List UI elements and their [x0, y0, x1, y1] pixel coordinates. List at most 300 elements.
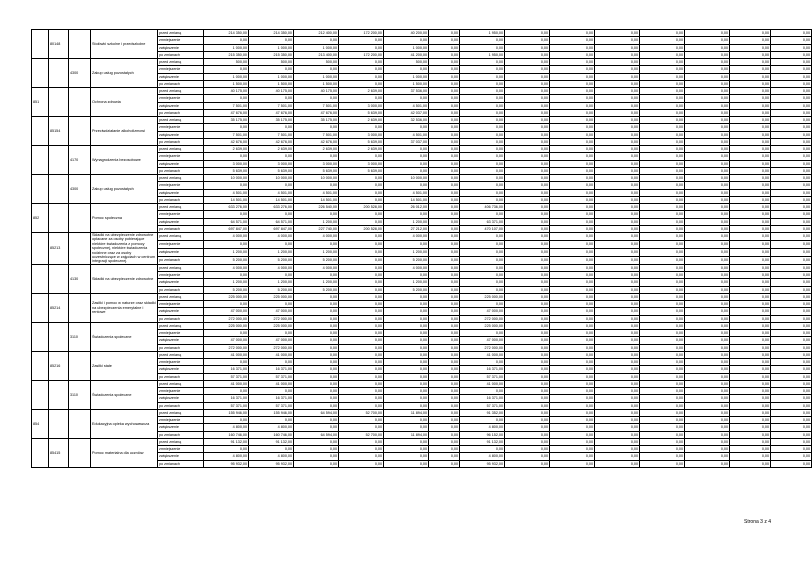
amount-cell: 41 000,00	[460, 351, 505, 358]
row-kind-cell: zmniejszenie	[158, 388, 204, 395]
amount-cell: 0,00	[384, 37, 429, 44]
row-kind-cell: zmniejszenie	[158, 37, 204, 44]
amount-cell: 0,00	[640, 51, 685, 58]
amount-cell: 0,00	[771, 218, 812, 225]
amount-cell: 0,00	[384, 66, 429, 73]
row-kind-cell: zmniejszenie	[158, 272, 204, 279]
amount-cell: 0,00	[550, 322, 595, 329]
amount-cell: 42 676,00	[294, 138, 339, 145]
amount-cell: 0,00	[294, 124, 339, 131]
amount-cell: 0,00	[640, 73, 685, 80]
amount-cell: 0,00	[505, 256, 550, 264]
amount-cell: 0,00	[249, 124, 294, 131]
amount-cell: 0,00	[640, 359, 685, 366]
row-kind-cell: po zmianach	[158, 402, 204, 409]
amount-cell: 0,00	[339, 315, 384, 322]
amount-cell: 0,00	[429, 446, 460, 453]
amount-cell: 0,00	[505, 301, 550, 308]
amount-cell: 0,00	[505, 117, 550, 124]
amount-cell: 0,00	[595, 264, 640, 271]
amount-cell: 0,00	[384, 438, 429, 445]
amount-cell: 0,00	[550, 240, 595, 248]
amount-cell: 0,00	[771, 153, 812, 160]
amount-cell: 0,00	[640, 272, 685, 279]
amount-cell: 4 501,00	[204, 189, 249, 196]
amount-cell: 57 371,00	[460, 373, 505, 380]
amount-cell: 0,00	[771, 453, 812, 460]
rozdzial-cell	[49, 409, 69, 438]
amount-cell: 52 700,00	[339, 431, 384, 438]
amount-cell: 0,00	[595, 211, 640, 218]
amount-cell: 0,00	[505, 167, 550, 174]
amount-cell: 0,00	[771, 175, 812, 182]
amount-cell: 0,00	[640, 88, 685, 95]
amount-cell: 0,00	[384, 402, 429, 409]
rozdzial-cell: 85213	[49, 233, 69, 265]
rozdzial-cell	[49, 146, 69, 175]
amount-cell: 0,00	[505, 395, 550, 402]
amount-cell: 0,00	[460, 189, 505, 196]
amount-cell: 0,00	[771, 272, 812, 279]
amount-cell: 0,00	[384, 395, 429, 402]
amount-cell: 0,00	[595, 146, 640, 153]
amount-cell: 0,00	[640, 44, 685, 51]
amount-cell: 0,00	[384, 153, 429, 160]
amount-cell: 0,00	[595, 286, 640, 293]
row-kind-cell: zwiększenie	[158, 44, 204, 51]
amount-cell: 0,00	[595, 460, 640, 467]
table-row	[32, 233, 812, 241]
budget-table-body	[32, 30, 812, 468]
amount-cell: 0,00	[429, 272, 460, 279]
amount-cell: 0,00	[429, 109, 460, 116]
amount-cell: 0,00	[595, 431, 640, 438]
amount-cell: 4 000,00	[384, 264, 429, 271]
amount-cell: 0,00	[771, 351, 812, 358]
amount-cell: 0,00	[640, 59, 685, 66]
amount-cell: 0,00	[685, 388, 730, 395]
table-row	[32, 204, 812, 211]
amount-cell: 0,00	[640, 167, 685, 174]
amount-cell: 0,00	[595, 240, 640, 248]
amount-cell: 0,00	[384, 373, 429, 380]
amount-cell: 0,00	[685, 373, 730, 380]
amount-cell: 0,00	[730, 460, 771, 467]
amount-cell: 0,00	[204, 240, 249, 248]
amount-cell: 57 371,00	[249, 402, 294, 409]
amount-cell: 0,00	[771, 315, 812, 322]
amount-cell: 272 000,00	[460, 315, 505, 322]
amount-cell: 0,00	[771, 189, 812, 196]
amount-cell: 0,00	[429, 388, 460, 395]
amount-cell: 37 037,00	[384, 138, 429, 145]
amount-cell: 0,00	[460, 248, 505, 256]
amount-cell: 0,00	[771, 131, 812, 138]
amount-cell: 172 200,00	[339, 51, 384, 58]
amount-cell: 5 639,00	[339, 167, 384, 174]
amount-cell: 0,00	[640, 388, 685, 395]
amount-cell: 0,00	[730, 315, 771, 322]
amount-cell: 0,00	[204, 211, 249, 218]
amount-cell: 0,00	[550, 446, 595, 453]
table-row	[32, 175, 812, 182]
amount-cell: 0,00	[640, 117, 685, 124]
amount-cell: 41 000,00	[204, 351, 249, 358]
amount-cell: 155 946,00	[249, 409, 294, 416]
amount-cell: 7 501,00	[294, 131, 339, 138]
amount-cell: 0,00	[505, 337, 550, 344]
amount-cell: 0,00	[771, 373, 812, 380]
amount-cell: 32 536,00	[384, 117, 429, 124]
row-kind-cell: przed zmianą	[158, 233, 204, 241]
amount-cell: 213 400,00	[294, 51, 339, 58]
amount-cell: 2 639,00	[339, 88, 384, 95]
amount-cell: 0,00	[460, 37, 505, 44]
amount-cell: 95 932,00	[249, 460, 294, 467]
amount-cell: 0,00	[460, 388, 505, 395]
amount-cell: 0,00	[771, 240, 812, 248]
amount-cell: 0,00	[339, 80, 384, 87]
row-kind-cell: zmniejszenie	[158, 95, 204, 102]
table-row	[32, 264, 812, 271]
amount-cell: 272 000,00	[249, 344, 294, 351]
amount-cell: 0,00	[685, 256, 730, 264]
amount-cell: 1 000,00	[249, 44, 294, 51]
amount-cell: 0,00	[505, 196, 550, 203]
amount-cell: 0,00	[384, 272, 429, 279]
amount-cell: 4 000,00	[249, 264, 294, 271]
amount-cell: 0,00	[429, 131, 460, 138]
amount-cell: 0,00	[249, 359, 294, 366]
amount-cell: 47 676,00	[204, 109, 249, 116]
amount-cell: 0,00	[640, 189, 685, 196]
amount-cell: 63 371,00	[460, 218, 505, 225]
item-name-cell: Zakup usług pozostałych	[91, 175, 158, 204]
amount-cell: 0,00	[384, 240, 429, 248]
amount-cell: 0,00	[595, 175, 640, 182]
amount-cell: 0,00	[505, 380, 550, 387]
amount-cell: 0,00	[730, 308, 771, 315]
amount-cell: 0,00	[771, 95, 812, 102]
amount-cell: 0,00	[595, 95, 640, 102]
amount-cell: 0,00	[595, 424, 640, 431]
amount-cell: 0,00	[640, 308, 685, 315]
amount-cell: 200 528,00	[339, 225, 384, 232]
row-kind-cell: zwiększenie	[158, 102, 204, 109]
amount-cell: 4 000,00	[204, 233, 249, 241]
amount-cell: 0,00	[730, 344, 771, 351]
amount-cell: 0,00	[505, 109, 550, 116]
amount-cell: 0,00	[640, 240, 685, 248]
amount-cell: 0,00	[550, 233, 595, 241]
amount-cell: 0,00	[460, 117, 505, 124]
amount-cell: 0,00	[595, 59, 640, 66]
amount-cell: 0,00	[685, 446, 730, 453]
row-kind-cell: przed zmianą	[158, 88, 204, 95]
amount-cell: 0,00	[429, 248, 460, 256]
amount-cell: 0,00	[294, 380, 339, 387]
row-kind-cell: przed zmianą	[158, 409, 204, 416]
amount-cell: 0,00	[771, 233, 812, 241]
amount-cell: 0,00	[595, 88, 640, 95]
amount-cell: 0,00	[730, 124, 771, 131]
amount-cell: 0,00	[730, 138, 771, 145]
amount-cell: 0,00	[771, 424, 812, 431]
amount-cell: 0,00	[460, 175, 505, 182]
amount-cell: 0,00	[730, 431, 771, 438]
amount-cell: 0,00	[429, 80, 460, 87]
amount-cell: 1 000,00	[204, 44, 249, 51]
amount-cell: 0,00	[294, 366, 339, 373]
amount-cell: 0,00	[550, 117, 595, 124]
amount-cell: 0,00	[595, 189, 640, 196]
row-kind-cell: zmniejszenie	[158, 153, 204, 160]
amount-cell: 0,00	[460, 301, 505, 308]
amount-cell: 272 000,00	[204, 344, 249, 351]
amount-cell: 0,00	[460, 196, 505, 203]
amount-cell: 0,00	[505, 279, 550, 286]
amount-cell: 0,00	[685, 109, 730, 116]
amount-cell: 0,00	[505, 211, 550, 218]
amount-cell: 0,00	[730, 402, 771, 409]
row-kind-cell: zwiększenie	[158, 160, 204, 167]
row-kind-cell: po zmianach	[158, 80, 204, 87]
amount-cell: 0,00	[730, 453, 771, 460]
item-name-cell: Zakup usług pozostałych	[91, 59, 158, 88]
amount-cell: 0,00	[730, 153, 771, 160]
amount-cell: 14 501,00	[384, 196, 429, 203]
amount-cell: 0,00	[595, 233, 640, 241]
amount-cell: 212 400,00	[294, 30, 339, 37]
paragraf-cell	[69, 204, 91, 233]
item-name-cell: Wynagrodzenia bezosobowe	[91, 146, 158, 175]
amount-cell: 0,00	[685, 138, 730, 145]
amount-cell: 0,00	[685, 460, 730, 467]
amount-cell: 0,00	[505, 95, 550, 102]
amount-cell: 0,00	[595, 402, 640, 409]
amount-cell: 0,00	[339, 460, 384, 467]
amount-cell: 0,00	[505, 308, 550, 315]
amount-cell: 0,00	[595, 446, 640, 453]
amount-cell: 0,00	[384, 167, 429, 174]
amount-cell: 0,00	[550, 124, 595, 131]
item-name-cell: Świadczenia społeczne	[91, 322, 158, 351]
amount-cell: 0,00	[771, 380, 812, 387]
amount-cell: 0,00	[771, 366, 812, 373]
amount-cell: 0,00	[505, 146, 550, 153]
paragraf-cell	[69, 409, 91, 438]
amount-cell: 0,00	[771, 308, 812, 315]
amount-cell: 0,00	[640, 301, 685, 308]
amount-cell: 0,00	[771, 256, 812, 264]
rozdzial-cell: 85415	[49, 438, 69, 467]
table-row	[32, 380, 812, 387]
amount-cell: 0,00	[505, 272, 550, 279]
amount-cell: 0,00	[595, 388, 640, 395]
amount-cell: 0,00	[460, 73, 505, 80]
amount-cell: 0,00	[505, 286, 550, 293]
amount-cell: 0,00	[505, 88, 550, 95]
amount-cell: 0,00	[429, 322, 460, 329]
amount-cell: 0,00	[730, 88, 771, 95]
amount-cell: 0,00	[460, 359, 505, 366]
amount-cell: 0,00	[339, 182, 384, 189]
paragraf-cell: 4300	[69, 175, 91, 204]
amount-cell: 0,00	[595, 330, 640, 337]
amount-cell: 64 594,00	[294, 409, 339, 416]
amount-cell: 0,00	[595, 248, 640, 256]
amount-cell: 0,00	[771, 146, 812, 153]
amount-cell: 0,00	[640, 293, 685, 300]
amount-cell: 0,00	[640, 409, 685, 416]
amount-cell: 0,00	[595, 124, 640, 131]
amount-cell: 0,00	[595, 167, 640, 174]
rozdzial-cell: 85216	[49, 351, 69, 380]
amount-cell: 0,00	[429, 182, 460, 189]
row-kind-cell: przed zmianą	[158, 322, 204, 329]
amount-cell: 0,00	[339, 366, 384, 373]
amount-cell: 0,00	[429, 225, 460, 232]
amount-cell: 0,00	[730, 44, 771, 51]
amount-cell: 0,00	[771, 286, 812, 293]
amount-cell: 215 350,00	[249, 51, 294, 58]
amount-cell: 0,00	[384, 344, 429, 351]
amount-cell: 0,00	[550, 380, 595, 387]
amount-cell: 1 950,00	[460, 30, 505, 37]
amount-cell: 41 200,00	[384, 51, 429, 58]
amount-cell: 0,00	[429, 189, 460, 196]
amount-cell: 0,00	[429, 453, 460, 460]
amount-cell: 0,00	[460, 131, 505, 138]
amount-cell: 0,00	[550, 431, 595, 438]
amount-cell: 500,00	[204, 59, 249, 66]
amount-cell: 0,00	[640, 211, 685, 218]
amount-cell: 215 350,00	[204, 51, 249, 58]
item-name-cell: Świadczenia społeczne	[91, 380, 158, 409]
dzial-cell	[32, 293, 49, 322]
amount-cell: 0,00	[595, 409, 640, 416]
amount-cell: 0,00	[460, 95, 505, 102]
amount-cell: 0,00	[429, 359, 460, 366]
amount-cell: 0,00	[294, 301, 339, 308]
amount-cell: 0,00	[685, 124, 730, 131]
amount-cell: 47 000,00	[460, 308, 505, 315]
amount-cell: 0,00	[294, 359, 339, 366]
amount-cell: 0,00	[640, 225, 685, 232]
amount-cell: 0,00	[640, 351, 685, 358]
amount-cell: 0,00	[460, 167, 505, 174]
amount-cell: 0,00	[595, 117, 640, 124]
amount-cell: 214 350,00	[249, 30, 294, 37]
amount-cell: 0,00	[730, 351, 771, 358]
amount-cell: 0,00	[505, 204, 550, 211]
amount-cell: 11 894,00	[384, 409, 429, 416]
amount-cell: 16 371,00	[249, 395, 294, 402]
amount-cell: 0,00	[505, 131, 550, 138]
amount-cell: 0,00	[730, 30, 771, 37]
row-kind-cell: przed zmianą	[158, 351, 204, 358]
amount-cell: 0,00	[550, 395, 595, 402]
amount-cell: 0,00	[505, 182, 550, 189]
amount-cell: 0,00	[550, 44, 595, 51]
amount-cell: 41 000,00	[204, 380, 249, 387]
amount-cell: 0,00	[730, 301, 771, 308]
amount-cell: 0,00	[429, 175, 460, 182]
amount-cell: 0,00	[730, 218, 771, 225]
amount-cell: 3 000,00	[339, 131, 384, 138]
amount-cell: 0,00	[640, 233, 685, 241]
amount-cell: 0,00	[685, 286, 730, 293]
amount-cell: 0,00	[429, 301, 460, 308]
amount-cell: 0,00	[384, 315, 429, 322]
amount-cell: 0,00	[595, 131, 640, 138]
amount-cell: 47 000,00	[249, 308, 294, 315]
amount-cell: 0,00	[685, 438, 730, 445]
amount-cell: 37 536,00	[384, 88, 429, 95]
budget-table	[31, 29, 812, 468]
amount-cell: 0,00	[505, 264, 550, 271]
amount-cell: 0,00	[505, 330, 550, 337]
amount-cell: 0,00	[384, 293, 429, 300]
amount-cell: 406 736,00	[460, 204, 505, 211]
amount-cell: 0,00	[771, 438, 812, 445]
dzial-cell: 851	[32, 88, 49, 117]
amount-cell: 0,00	[460, 109, 505, 116]
amount-cell: 0,00	[249, 330, 294, 337]
item-name-cell: Pomoc materialna dla uczniów	[91, 438, 158, 467]
amount-cell: 0,00	[595, 366, 640, 373]
amount-cell: 1 200,00	[384, 248, 429, 256]
amount-cell: 0,00	[505, 30, 550, 37]
amount-cell: 0,00	[429, 240, 460, 248]
paragraf-cell	[69, 351, 91, 380]
amount-cell: 0,00	[460, 279, 505, 286]
table-row	[32, 351, 812, 358]
amount-cell: 0,00	[730, 388, 771, 395]
amount-cell: 0,00	[339, 264, 384, 271]
amount-cell: 0,00	[550, 153, 595, 160]
amount-cell: 0,00	[505, 388, 550, 395]
amount-cell: 0,00	[384, 160, 429, 167]
amount-cell: 2 639,00	[339, 117, 384, 124]
table-row	[32, 30, 812, 37]
amount-cell: 0,00	[505, 322, 550, 329]
item-name-cell: Przeciwdziałanie alkoholizmowi	[91, 117, 158, 146]
amount-cell: 2 639,00	[204, 146, 249, 153]
amount-cell: 0,00	[685, 402, 730, 409]
row-kind-cell: zwiększenie	[158, 308, 204, 315]
amount-cell: 1 200,00	[384, 279, 429, 286]
amount-cell: 0,00	[339, 322, 384, 329]
amount-cell: 0,00	[429, 279, 460, 286]
amount-cell: 0,00	[685, 196, 730, 203]
amount-cell: 0,00	[460, 153, 505, 160]
amount-cell: 0,00	[460, 211, 505, 218]
amount-cell: 0,00	[339, 66, 384, 73]
amount-cell: 0,00	[339, 286, 384, 293]
amount-cell: 0,00	[249, 446, 294, 453]
dzial-cell	[32, 59, 49, 88]
amount-cell: 0,00	[771, 460, 812, 467]
amount-cell: 225 000,00	[460, 293, 505, 300]
amount-cell: 500,00	[294, 59, 339, 66]
amount-cell: 0,00	[339, 279, 384, 286]
amount-cell: 0,00	[505, 293, 550, 300]
dzial-cell	[32, 264, 49, 293]
amount-cell: 4 000,00	[249, 233, 294, 241]
amount-cell: 0,00	[429, 138, 460, 145]
amount-cell: 0,00	[595, 395, 640, 402]
